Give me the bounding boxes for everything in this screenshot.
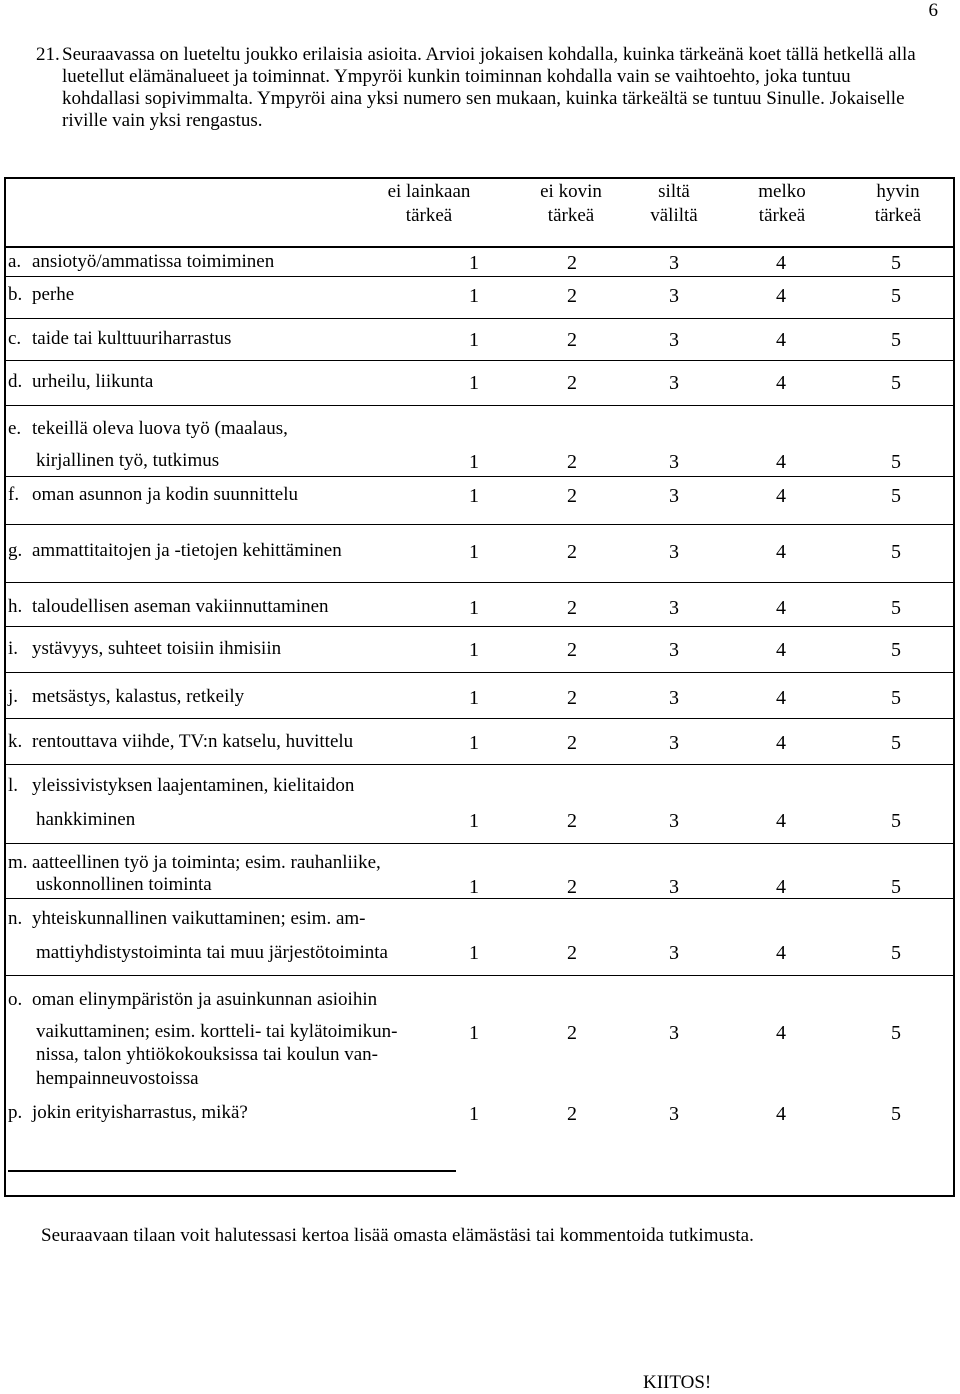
- item-text: tekeillä oleva luova työ (maalaus,: [32, 418, 288, 439]
- row-divider: [4, 626, 955, 627]
- rating-option-3[interactable]: 3: [669, 732, 679, 754]
- rating-option-1[interactable]: 1: [469, 285, 479, 307]
- rating-options: [0, 371, 960, 395]
- rating-option-5[interactable]: 5: [891, 485, 901, 507]
- rating-option-5[interactable]: 5: [891, 810, 901, 832]
- item-text: ammattitaitojen ja -tietojen kehittäminen: [32, 540, 342, 561]
- row-divider: [4, 718, 955, 719]
- rating-option-2[interactable]: 2: [567, 329, 577, 351]
- row-divider: [4, 318, 955, 319]
- rating-option-3[interactable]: 3: [669, 329, 679, 351]
- row-divider: [4, 843, 955, 844]
- rating-option-4[interactable]: 4: [776, 329, 786, 351]
- rating-option-2[interactable]: 2: [567, 285, 577, 307]
- rating-option-4[interactable]: 4: [776, 942, 786, 964]
- rating-option-4[interactable]: 4: [776, 252, 786, 274]
- rating-option-4[interactable]: 4: [776, 451, 786, 473]
- item-letter: n.: [8, 908, 23, 929]
- rating-option-2[interactable]: 2: [567, 810, 577, 832]
- rating-option-1[interactable]: 1: [469, 329, 479, 351]
- rating-option-3[interactable]: 3: [669, 372, 679, 394]
- rating-option-5[interactable]: 5: [891, 1103, 901, 1125]
- scale-header-2: [521, 180, 621, 228]
- item-letter: c.: [8, 328, 22, 349]
- rating-option-5[interactable]: 5: [891, 541, 901, 563]
- item-text: urheilu, liikunta: [32, 371, 154, 392]
- scale-header-3: [634, 180, 714, 228]
- rating-option-1[interactable]: 1: [469, 687, 479, 709]
- rating-options: [0, 875, 960, 899]
- rating-option-5[interactable]: 5: [891, 372, 901, 394]
- question-number: 21.: [36, 44, 60, 65]
- rating-option-2[interactable]: 2: [567, 1103, 577, 1125]
- scale-header-line1: hyvin: [876, 181, 920, 202]
- rating-option-4[interactable]: 4: [776, 1103, 786, 1125]
- rating-option-3[interactable]: 3: [669, 942, 679, 964]
- item-text: aatteellinen työ ja toiminta; esim. rauhanliike,: [32, 852, 381, 873]
- rating-option-4[interactable]: 4: [776, 687, 786, 709]
- row-divider: [4, 975, 955, 976]
- rating-options: [0, 731, 960, 755]
- rating-options: [0, 1021, 960, 1045]
- item-letter: e.: [8, 418, 22, 439]
- rating-option-5[interactable]: 5: [891, 876, 901, 898]
- rating-option-5[interactable]: 5: [891, 597, 901, 619]
- rating-options: [0, 809, 960, 833]
- item-label: [8, 908, 365, 930]
- item-text: ansiotyö/ammatissa toimiminen: [32, 251, 275, 272]
- rating-option-5[interactable]: 5: [891, 329, 901, 351]
- rating-option-3[interactable]: 3: [669, 876, 679, 898]
- item-text: yleissivistyksen laajentaminen, kielitaidon: [32, 775, 355, 796]
- item-text-continued: hankkiminen: [36, 809, 136, 830]
- rating-options: [0, 251, 960, 275]
- rating-option-1[interactable]: 1: [469, 1022, 479, 1044]
- rating-option-3[interactable]: 3: [669, 597, 679, 619]
- item-letter: k.: [8, 731, 23, 752]
- rating-options: [0, 540, 960, 564]
- item-label: [8, 989, 377, 1011]
- answer-write-line[interactable]: [8, 1170, 456, 1172]
- scale-header-line1: melko: [758, 181, 806, 202]
- rating-option-2[interactable]: 2: [567, 451, 577, 473]
- rating-option-2[interactable]: 2: [567, 597, 577, 619]
- rating-option-1[interactable]: 1: [469, 876, 479, 898]
- rating-option-3[interactable]: 3: [669, 451, 679, 473]
- scale-header-line1: ei kovin: [540, 181, 602, 202]
- rating-option-3[interactable]: 3: [669, 639, 679, 661]
- rating-option-2[interactable]: 2: [567, 732, 577, 754]
- rating-option-4[interactable]: 4: [776, 876, 786, 898]
- item-label: [8, 418, 288, 440]
- rating-option-3[interactable]: 3: [669, 810, 679, 832]
- rating-option-2[interactable]: 2: [567, 876, 577, 898]
- item-text-continued: mattiyhdistystoiminta tai muu järjestötoiminta: [36, 942, 388, 963]
- row-divider: [4, 476, 955, 477]
- rating-option-2[interactable]: 2: [567, 541, 577, 563]
- item-text: taide tai kulttuuriharrastus: [32, 328, 232, 349]
- scale-header-line2: tärkeä: [405, 205, 453, 226]
- rating-option-4[interactable]: 4: [776, 810, 786, 832]
- scale-header-line2: tärkeä: [547, 205, 595, 226]
- item-letter: l.: [8, 775, 19, 796]
- rating-option-4[interactable]: 4: [776, 732, 786, 754]
- rating-option-5[interactable]: 5: [891, 639, 901, 661]
- item-label: [8, 1068, 199, 1090]
- item-letter: m.: [8, 852, 28, 873]
- scale-header-1: [374, 180, 484, 228]
- item-letter: o.: [8, 989, 23, 1010]
- item-letter: j.: [8, 686, 19, 707]
- rating-option-3[interactable]: 3: [669, 1103, 679, 1125]
- rating-option-2[interactable]: 2: [567, 1022, 577, 1044]
- rating-option-1[interactable]: 1: [469, 372, 479, 394]
- item-letter: p.: [8, 1102, 23, 1123]
- rating-option-4[interactable]: 4: [776, 1022, 786, 1044]
- rating-option-1[interactable]: 1: [469, 541, 479, 563]
- rating-option-3[interactable]: 3: [669, 485, 679, 507]
- item-text-continued: nissa, talon yhtiökokouksissa tai koulun van-: [36, 1044, 378, 1065]
- rating-option-1[interactable]: 1: [469, 485, 479, 507]
- rating-option-5[interactable]: 5: [891, 451, 901, 473]
- item-letter: h.: [8, 596, 23, 617]
- scale-header-line2: tärkeä: [874, 205, 922, 226]
- rating-option-5[interactable]: 5: [891, 942, 901, 964]
- item-letter: d.: [8, 371, 23, 392]
- item-letter: f.: [8, 484, 20, 505]
- item-letter: g.: [8, 540, 23, 561]
- rating-option-5[interactable]: 5: [891, 285, 901, 307]
- page-number: 6: [928, 0, 938, 21]
- rating-options: [0, 450, 960, 474]
- item-text: oman asunnon ja kodin suunnittelu: [32, 484, 298, 505]
- rating-option-2[interactable]: 2: [567, 252, 577, 274]
- scale-header-line2: väliltä: [650, 205, 698, 226]
- rating-option-1[interactable]: 1: [469, 732, 479, 754]
- rating-option-4[interactable]: 4: [776, 485, 786, 507]
- item-text: ystävyys, suhteet toisiin ihmisiin: [32, 638, 282, 659]
- rating-option-1[interactable]: 1: [469, 639, 479, 661]
- rating-option-4[interactable]: 4: [776, 285, 786, 307]
- rating-option-5[interactable]: 5: [891, 732, 901, 754]
- rating-option-4[interactable]: 4: [776, 597, 786, 619]
- item-text: yhteiskunnallinen vaikuttaminen; esim. am-: [32, 908, 366, 929]
- rating-option-3[interactable]: 3: [669, 252, 679, 274]
- rating-option-1[interactable]: 1: [469, 942, 479, 964]
- comment-prompt: Seuraavaan tilaan voit halutessasi kertoa lisää omasta elämästäsi tai kommentoida tutkimusta.: [41, 1225, 754, 1246]
- rating-options: [0, 638, 960, 662]
- item-text: metsästys, kalastus, retkeily: [32, 686, 245, 707]
- rating-option-1[interactable]: 1: [469, 597, 479, 619]
- rating-option-3[interactable]: 3: [669, 687, 679, 709]
- rating-option-1[interactable]: 1: [469, 252, 479, 274]
- closing-thanks: KIITOS!: [643, 1372, 712, 1393]
- rating-option-3[interactable]: 3: [669, 541, 679, 563]
- row-divider: [4, 582, 955, 583]
- row-divider: [4, 898, 955, 899]
- rating-option-4[interactable]: 4: [776, 372, 786, 394]
- rating-option-1[interactable]: 1: [469, 1103, 479, 1125]
- item-label: [8, 1044, 378, 1066]
- rating-option-1[interactable]: 1: [469, 451, 479, 473]
- row-divider: [4, 764, 955, 765]
- item-text: perhe: [32, 284, 75, 305]
- scale-header-5: [858, 180, 938, 228]
- rating-option-2[interactable]: 2: [567, 485, 577, 507]
- row-divider: [4, 524, 955, 525]
- rating-option-2[interactable]: 2: [567, 372, 577, 394]
- rating-option-3[interactable]: 3: [669, 1022, 679, 1044]
- scale-header-line1: ei lainkaan: [387, 181, 471, 202]
- scale-header-line2: tärkeä: [758, 205, 806, 226]
- rating-options: [0, 284, 960, 308]
- scale-header-4: [742, 180, 822, 228]
- question-21: [36, 44, 916, 132]
- rating-options: [0, 941, 960, 965]
- item-letter: b.: [8, 284, 23, 305]
- item-text: rentouttava viihde, TV:n katselu, huvittelu: [32, 731, 354, 752]
- rating-options: [0, 596, 960, 620]
- header-divider: [4, 246, 955, 248]
- rating-options: [0, 686, 960, 710]
- row-divider: [4, 360, 955, 361]
- rating-option-4[interactable]: 4: [776, 639, 786, 661]
- item-label: [8, 852, 381, 874]
- item-text: jokin erityisharrastus, mikä?: [32, 1102, 248, 1123]
- item-letter: i.: [8, 638, 19, 659]
- item-text-continued: vaikuttaminen; esim. kortteli- tai kylätoimikun-: [36, 1021, 398, 1042]
- item-text: oman elinympäristön ja asuinkunnan asioihin: [32, 989, 378, 1010]
- item-letter: a.: [8, 251, 22, 272]
- rating-option-4[interactable]: 4: [776, 541, 786, 563]
- item-text: taloudellisen aseman vakiinnuttaminen: [32, 596, 329, 617]
- row-divider: [4, 276, 955, 277]
- rating-option-5[interactable]: 5: [891, 1022, 901, 1044]
- scale-header-line1: siltä: [658, 181, 690, 202]
- rating-options: [0, 1102, 960, 1126]
- question-instructions: Seuraavassa on lueteltu joukko erilaisia asioita. Arvioi jokaisen kohdalla, kuinka tärkeänä koet tällä hetkellä alla luetellut elämänalueet ja toiminnat. Ympyröi kunkin toiminnan kohdalla vain se vaihtoehto, joka tuntuu kohdallasi sopivimmalta. Ympyröi aina yksi numero sen mukaan, kuinka tärkeältä se tuntuu Sinulle. Jokaiselle riville vain yksi rengastus.: [62, 44, 916, 131]
- item-text-continued: kirjallinen työ, tutkimus: [36, 450, 220, 471]
- rating-option-5[interactable]: 5: [891, 252, 901, 274]
- rating-option-3[interactable]: 3: [669, 285, 679, 307]
- rating-option-2[interactable]: 2: [567, 639, 577, 661]
- rating-options: [0, 328, 960, 352]
- item-text-continued: uskonnollinen toiminta: [36, 874, 212, 895]
- item-label: [8, 775, 354, 797]
- rating-option-2[interactable]: 2: [567, 942, 577, 964]
- row-divider: [4, 405, 955, 406]
- rating-option-1[interactable]: 1: [469, 810, 479, 832]
- rating-option-2[interactable]: 2: [567, 687, 577, 709]
- item-text-continued: hempainneuvostoissa: [36, 1068, 199, 1089]
- rating-option-5[interactable]: 5: [891, 687, 901, 709]
- row-divider: [4, 672, 955, 673]
- rating-options: [0, 484, 960, 508]
